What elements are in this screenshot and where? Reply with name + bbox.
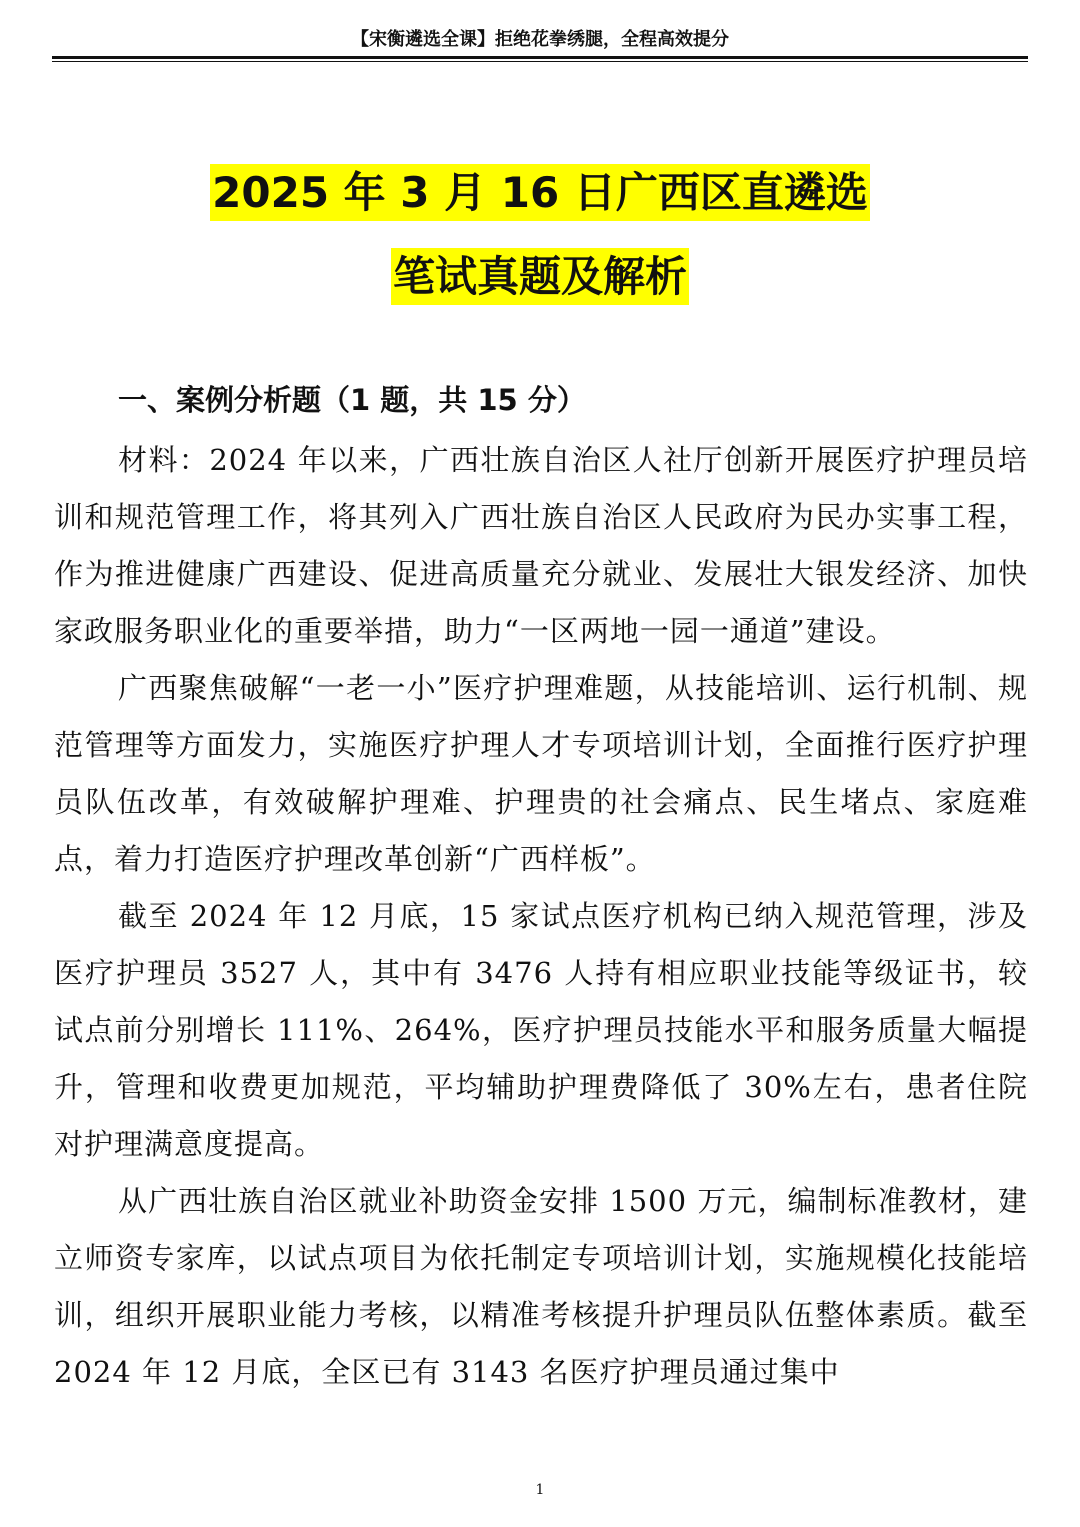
section-heading: 一、案例分析题（1 题，共 15 分） <box>118 383 586 417</box>
title-highlight-2: 笔试真题及解析 <box>391 248 689 305</box>
paragraph-3: 截至 2024 年 12 月底，15 家试点医疗机构已纳入规范管理，涉及医疗护理员 3527 人，其中有 3476 人持有相应职业技能等级证书，较试点前分别增长 111%、264%，医疗护理员技能水平和服务质量大幅提升，管理和收费更加规范，平均辅助护理费降低了 30%左右，患者住院对护理满意度提高。 <box>54 899 1028 1161</box>
page-number: 1 <box>535 1482 545 1498</box>
paragraph-2: 广西聚焦破解“一老一小”医疗护理难题，从技能培训、运行机制、规范管理等方面发力，实施医疗护理人才专项培训计划，全面推行医疗护理员队伍改革，有效破解护理难、护理贵的社会痛点、民生堵点、家庭难点，着力打造医疗护理改革创新“广西样板”。 <box>54 671 1028 876</box>
header-rule-thin <box>52 61 1028 62</box>
body-text <box>54 432 1028 1401</box>
paragraph-4: 从广西壮族自治区就业补助资金安排 1500 万元，编制标准教材，建立师资专家库，以试点项目为依托制定专项培训计划，实施规模化技能培训，组织开展职业能力考核，以精准考核提升护理员队伍整体素质。截至 2024 年 12 月底，全区已有 3143 名医疗护理员通过集中 <box>54 1184 1028 1389</box>
header-rule-thick <box>52 56 1028 59</box>
document-title-line1 <box>0 160 1080 220</box>
title-highlight-1: 2025 年 3 月 16 日广西区直遴选 <box>210 164 870 221</box>
document-title-line2 <box>0 244 1080 304</box>
page-header: 【宋衡遴选全课】拒绝花拳绣腿，全程高效提分 <box>351 29 729 50</box>
paragraph-1: 材料：2024 年以来，广西壮族自治区人社厅创新开展医疗护理员培训和规范管理工作，将其列入广西壮族自治区人民政府为民办实事工程，作为推进健康广西建设、促进高质量充分就业、发展壮大银发经济、加快家政服务职业化的重要举措，助力“一区两地一园一通道”建设。 <box>54 443 1028 648</box>
